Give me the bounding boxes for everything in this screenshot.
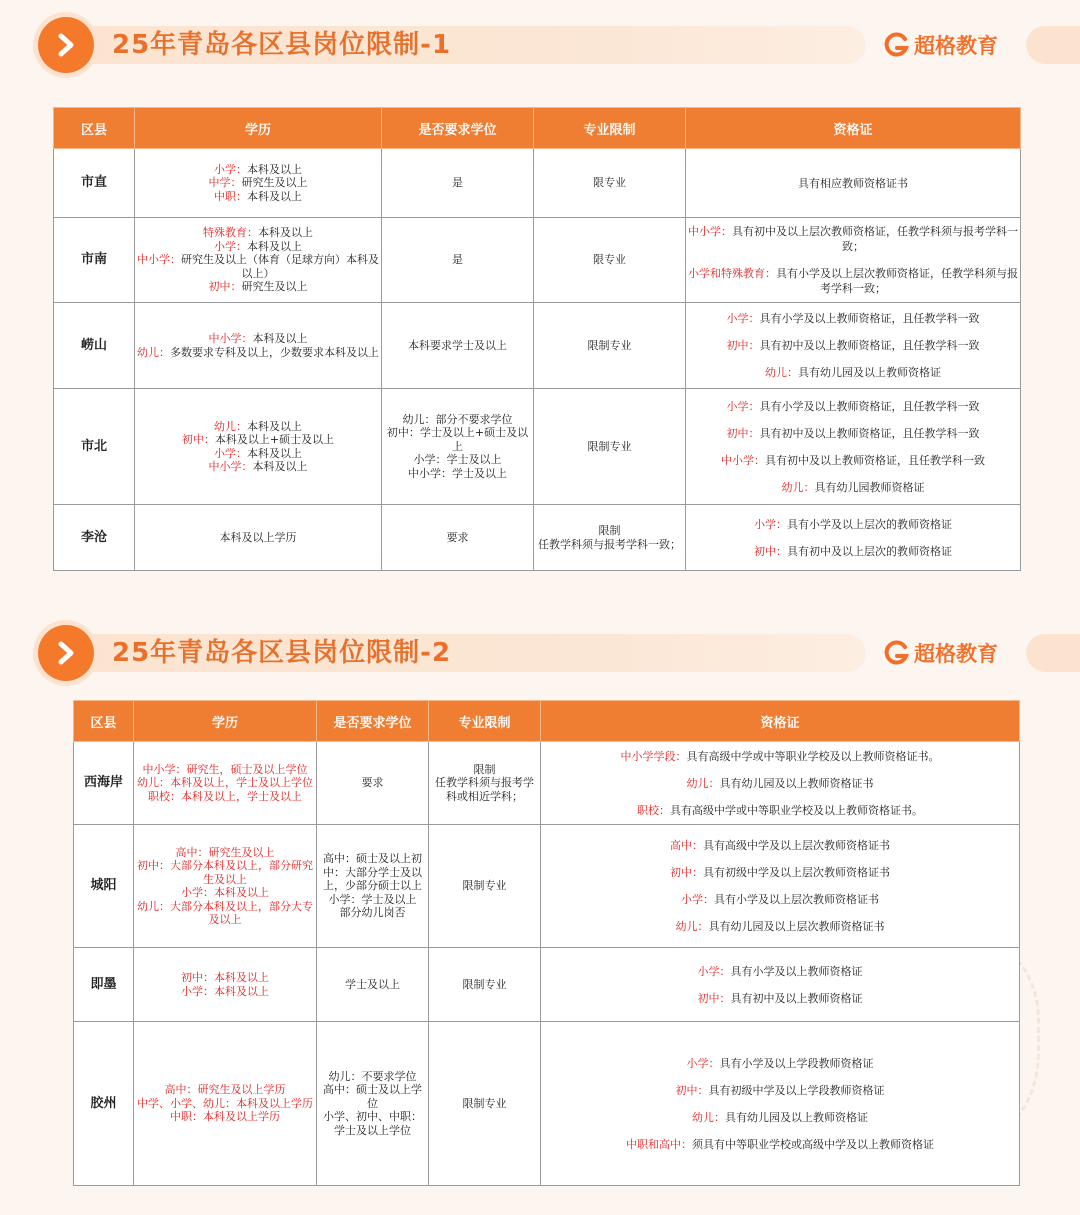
education-cell [135,218,382,303]
line-value: 本科及以上 [247,239,302,253]
cell-line [543,1050,1017,1077]
cell-line [136,1110,314,1124]
degree-cell [317,825,429,948]
major-cell [534,218,686,303]
cell-line [688,305,1018,332]
line-value: 中职：本科及以上学历 [170,1110,280,1124]
line-value: 初中：大部分本科及以上，部分研究生及以上 [137,859,313,886]
line-label: 初中： [670,866,703,879]
education-cell [134,948,317,1022]
cell-line [543,1077,1017,1104]
line-value: 幼儿：本科及以上，学士及以上学位 [137,776,313,790]
cell-line [543,1131,1017,1158]
education-cell [134,1022,317,1186]
line-label: 中小学： [688,225,732,238]
line-value: 本科及以上学历 [219,530,297,544]
district-cell: 市北 [54,389,135,505]
line-label: 小学： [726,312,760,325]
line-value: 中小学：研究生，硕士及以上学位 [142,762,308,776]
line-value: 具有幼儿园教师资格证 [814,480,925,494]
cell-text: 限制专业 [587,338,632,352]
cell-line [543,797,1017,824]
table-row [54,389,1021,505]
line-value: 本科及以上 [247,419,302,433]
line-value: 具有幼儿园及以上教师资格证书 [719,776,874,790]
line-label: 幼儿： [692,1110,725,1124]
cell-line [137,253,379,280]
degree-cell [382,218,534,303]
line-label: 幼儿： [137,345,170,359]
line-value: 具有初级中学及以上层次教师资格证书 [703,866,890,879]
cell-line [543,1104,1017,1131]
district-cell: 西海岸 [74,742,134,825]
line-label: 中学： [208,176,242,190]
major-cell [534,389,686,505]
chevron-right-icon [54,641,78,665]
cell-text: 高中：硕士及以上初中：大部分学士及以上，少部分硕士以上 小学：学士及以上 部分幼儿岗否 [323,852,422,920]
cell-line [688,474,1018,501]
line-label: 高中： [670,839,703,852]
line-label: 中小学学段： [620,749,687,763]
line-value: 中学、小学、幼儿：本科及以上学历 [137,1096,313,1110]
line-label: 中小学： [721,453,765,467]
line-label: 幼儿： [765,366,798,379]
brand-logo-1 [884,26,998,64]
line-label: 初中： [754,544,787,558]
degree-cell [317,1022,429,1186]
cell-line [688,538,1018,565]
line-value: 具有小学及以上教师资格证 [730,964,863,978]
line-label: 职校： [637,803,670,817]
cell-line [137,280,379,294]
cell-line [543,886,1017,913]
cell-line [136,763,314,777]
district-cell: 市南 [54,218,135,303]
certificate-cell [686,303,1021,389]
major-cell [429,1022,541,1186]
line-value: 具有初级中学及以上学段教师资格证 [708,1083,885,1097]
col-header-degree: 是否要求学位 [382,108,534,149]
cell-text: 幼儿：部分不要求学位 初中：学士及以上+硕士及以上 小学：学士及以上 中小学：学士及以上 [386,412,529,480]
line-value: 须具有中等职业学校或高级中学及以上教师资格证 [692,1137,934,1151]
cell-text: 限制专业 [462,1096,507,1110]
cell-line [543,832,1017,859]
cell-line [688,332,1018,359]
line-label: 初中： [181,433,215,446]
limits-table-2 [73,700,1020,1186]
line-value: 具有小学及以上层次教师资格证，任教学科须与报考学科一致； [776,267,1018,295]
line-value: 具有小学及以上教师资格证，且任教学科一致 [759,399,980,413]
line-value: 具有幼儿园及以上层次教师资格证书 [708,920,885,933]
cell-text: 限制 任教学科须与报考学科一致； [538,524,681,551]
line-value: 研究生及以上（体育（足球方向）本科及以上） [181,253,379,280]
line-value: 具有幼儿园及以上教师资格证 [725,1110,868,1124]
section-title-1: 25年青岛各区县岗位限制-1 [112,30,452,60]
line-label: 初中： [697,991,731,1005]
cell-text: 限制专业 [587,439,632,453]
cell-line [543,913,1017,940]
banner-tail-1 [1026,26,1080,64]
major-cell [429,825,541,948]
cell-line [688,420,1018,447]
cell-line [543,958,1017,985]
district-cell: 李沧 [54,505,135,571]
line-label: 初中： [675,1083,709,1097]
table-row [74,948,1020,1022]
limits-table-1 [53,107,1021,571]
cell-line [137,163,379,177]
cell-line [136,846,314,860]
cell-line [688,447,1018,474]
cell-text: 限专业 [593,253,626,267]
cell-line [688,511,1018,538]
line-label: 幼儿： [675,920,709,933]
table-row [74,742,1020,825]
line-label: 小学： [214,162,247,176]
line-label: 中小学： [208,332,253,345]
cell-text: 是 [452,176,463,190]
line-label: 小学： [726,399,760,413]
cell-line [688,170,1018,197]
certificate-cell [541,1022,1020,1186]
table-row [54,505,1021,571]
section-title-2: 25年青岛各区县岗位限制-2 [112,638,452,668]
district-cell: 崂山 [54,303,135,389]
line-value: 研究生及以上 [241,176,308,190]
certificate-cell [541,825,1020,948]
education-cell [134,742,317,825]
line-label: 中职和高中： [626,1137,692,1151]
major-cell [534,505,686,571]
degree-cell [317,742,429,825]
education-cell [135,505,382,571]
col-header-education: 学历 [134,701,317,742]
line-value: 小学：本科及以上 [181,984,269,998]
cell-line [137,332,379,346]
cell-line [688,218,1018,260]
cell-line [137,240,379,254]
line-value: 具有小学及以上层次教师资格证书 [714,893,879,906]
line-value: 具有高级中学或中等职业学校及以上教师资格证书。 [686,749,940,763]
cell-text: 限制 任教学科须与报考学科或相近学科； [435,762,534,803]
degree-cell [382,149,534,218]
major-cell [429,742,541,825]
cell-line [137,447,379,461]
line-value: 初中：本科及以上 [181,971,269,984]
cell-text: 是 [452,253,463,267]
major-cell [534,303,686,389]
cell-line [137,190,379,204]
line-value: 具有相应教师资格证书 [798,176,908,190]
line-value: 具有初中及以上层次教师资格证，任教学科须与报考学科一致； [732,225,1018,253]
cell-line [137,420,379,434]
line-label: 幼儿： [686,776,720,790]
cell-line [136,971,314,985]
certificate-cell [686,149,1021,218]
line-label: 特殊教育： [203,226,258,240]
cell-line [136,900,314,927]
line-label: 小学： [754,517,787,531]
certificate-cell [541,948,1020,1022]
line-value: 具有小学及以上层次的教师资格证 [787,517,952,531]
line-label: 幼儿： [214,419,247,433]
col-header-education: 学历 [135,108,382,149]
degree-cell [317,948,429,1022]
degree-cell [382,303,534,389]
cell-text: 学士及以上 [345,977,400,991]
line-label: 小学： [681,893,714,906]
line-value: 具有小学及以上学段教师资格证 [719,1056,874,1070]
cell-line [136,886,314,900]
line-label: 小学和特殊教育： [688,267,776,280]
district-cell: 胶州 [74,1022,134,1186]
cell-line [136,985,314,999]
education-cell [134,825,317,948]
education-cell [135,149,382,218]
brand-name: 超格教育 [914,34,998,58]
line-value: 高中：研究生及以上学历 [164,1083,286,1097]
cell-line [543,985,1017,1012]
cell-text: 限制专业 [462,879,507,893]
cell-line [137,531,379,545]
cell-line [136,1083,314,1097]
line-value: 本科及以上 [247,446,302,460]
cell-line [136,790,314,804]
line-value: 本科及以上+硕士及以上 [214,433,335,446]
col-header-district: 区县 [74,701,134,742]
cell-text: 限专业 [593,176,626,190]
line-label: 初中： [726,426,760,440]
col-header-certificate: 资格证 [686,108,1021,149]
table-row [74,1022,1020,1186]
degree-cell [382,389,534,505]
line-value: 具有初中及以上层次的教师资格证 [787,544,952,558]
cell-line [688,359,1018,386]
table-header-row [74,701,1020,742]
brand-logo-2 [884,634,998,672]
cell-line [136,1097,314,1111]
cell-line [137,176,379,190]
table-row [54,303,1021,389]
line-value: 本科及以上 [247,162,302,176]
line-value: 具有高级中学或中等职业学校及以上教师资格证书。 [670,803,923,817]
certificate-cell [541,742,1020,825]
line-label: 小学： [214,446,247,460]
chevron-right-icon [54,33,78,57]
cell-line [543,770,1017,797]
col-header-district: 区县 [54,108,135,149]
district-cell: 市直 [54,149,135,218]
line-value: 具有幼儿园及以上教师资格证 [798,366,941,379]
brand-g-icon [884,32,910,58]
brand-name: 超格教育 [914,642,998,666]
line-label: 初中： [726,339,760,352]
arrow-badge-2 [38,625,94,681]
line-value: 具有初中及以上教师资格证，且任教学科一致 [765,453,985,467]
line-label: 中小学： [137,253,181,267]
certificate-cell [686,389,1021,505]
col-header-degree: 是否要求学位 [317,701,429,742]
banner-tail-2 [1026,634,1080,672]
major-cell [429,948,541,1022]
major-cell [534,149,686,218]
col-header-major: 专业限制 [534,108,686,149]
line-value: 多数要求专科及以上，少数要求本科及以上 [170,345,379,359]
certificate-cell [686,218,1021,303]
district-cell: 城阳 [74,825,134,948]
line-label: 中职： [214,189,247,203]
line-value: 本科及以上 [252,332,308,345]
table-row [54,149,1021,218]
line-value: 具有初中及以上教师资格证，且任教学科一致 [759,339,980,352]
line-label: 中小学： [208,460,253,473]
cell-text: 要求 [446,530,469,544]
certificate-cell [686,505,1021,571]
education-cell [135,389,382,505]
line-value: 小学：本科及以上 [181,886,269,899]
line-label: 小学： [214,239,247,253]
cell-line [688,393,1018,420]
cell-text: 本科要求学士及以上 [408,338,507,352]
arrow-badge-1 [38,17,94,73]
cell-text: 要求 [361,776,384,790]
cell-line [136,776,314,790]
table-row [54,218,1021,303]
cell-line [688,260,1018,302]
line-label: 初中： [208,280,242,294]
table-header-row [54,108,1021,149]
line-label: 幼儿： [781,480,815,494]
col-header-major: 专业限制 [429,701,541,742]
cell-line [137,346,379,360]
table-row [74,825,1020,948]
district-cell: 即墨 [74,948,134,1022]
line-value: 本科及以上 [252,460,308,473]
line-label: 小学： [697,964,731,978]
line-label: 小学： [686,1056,720,1070]
col-header-certificate: 资格证 [541,701,1020,742]
line-value: 幼儿：大部分本科及以上，部分大专及以上 [137,899,313,926]
cell-line [137,433,379,447]
line-value: 职校：本科及以上，学士及以上 [148,789,302,803]
line-value: 具有初中及以上教师资格证 [730,991,863,1005]
brand-g-icon [884,640,910,666]
cell-line [136,859,314,886]
education-cell [135,303,382,389]
degree-cell [382,505,534,571]
line-value: 本科及以上 [247,189,302,203]
cell-line [543,743,1017,770]
cell-line [543,859,1017,886]
cell-line [137,226,379,240]
line-value: 高中：研究生及以上 [175,845,275,859]
line-value: 具有初中及以上教师资格证，且任教学科一致 [759,426,980,440]
cell-text: 幼儿：不要求学位 高中：硕士及以上学位 小学、初中、中职：学士及以上学位 [323,1069,422,1137]
line-value: 研究生及以上 [241,280,308,294]
line-value: 具有高级中学及以上层次教师资格证书 [703,839,890,852]
line-value: 本科及以上 [258,226,313,240]
cell-line [137,460,379,474]
cell-text: 限制专业 [462,977,507,991]
line-value: 具有小学及以上教师资格证，且任教学科一致 [759,312,980,325]
